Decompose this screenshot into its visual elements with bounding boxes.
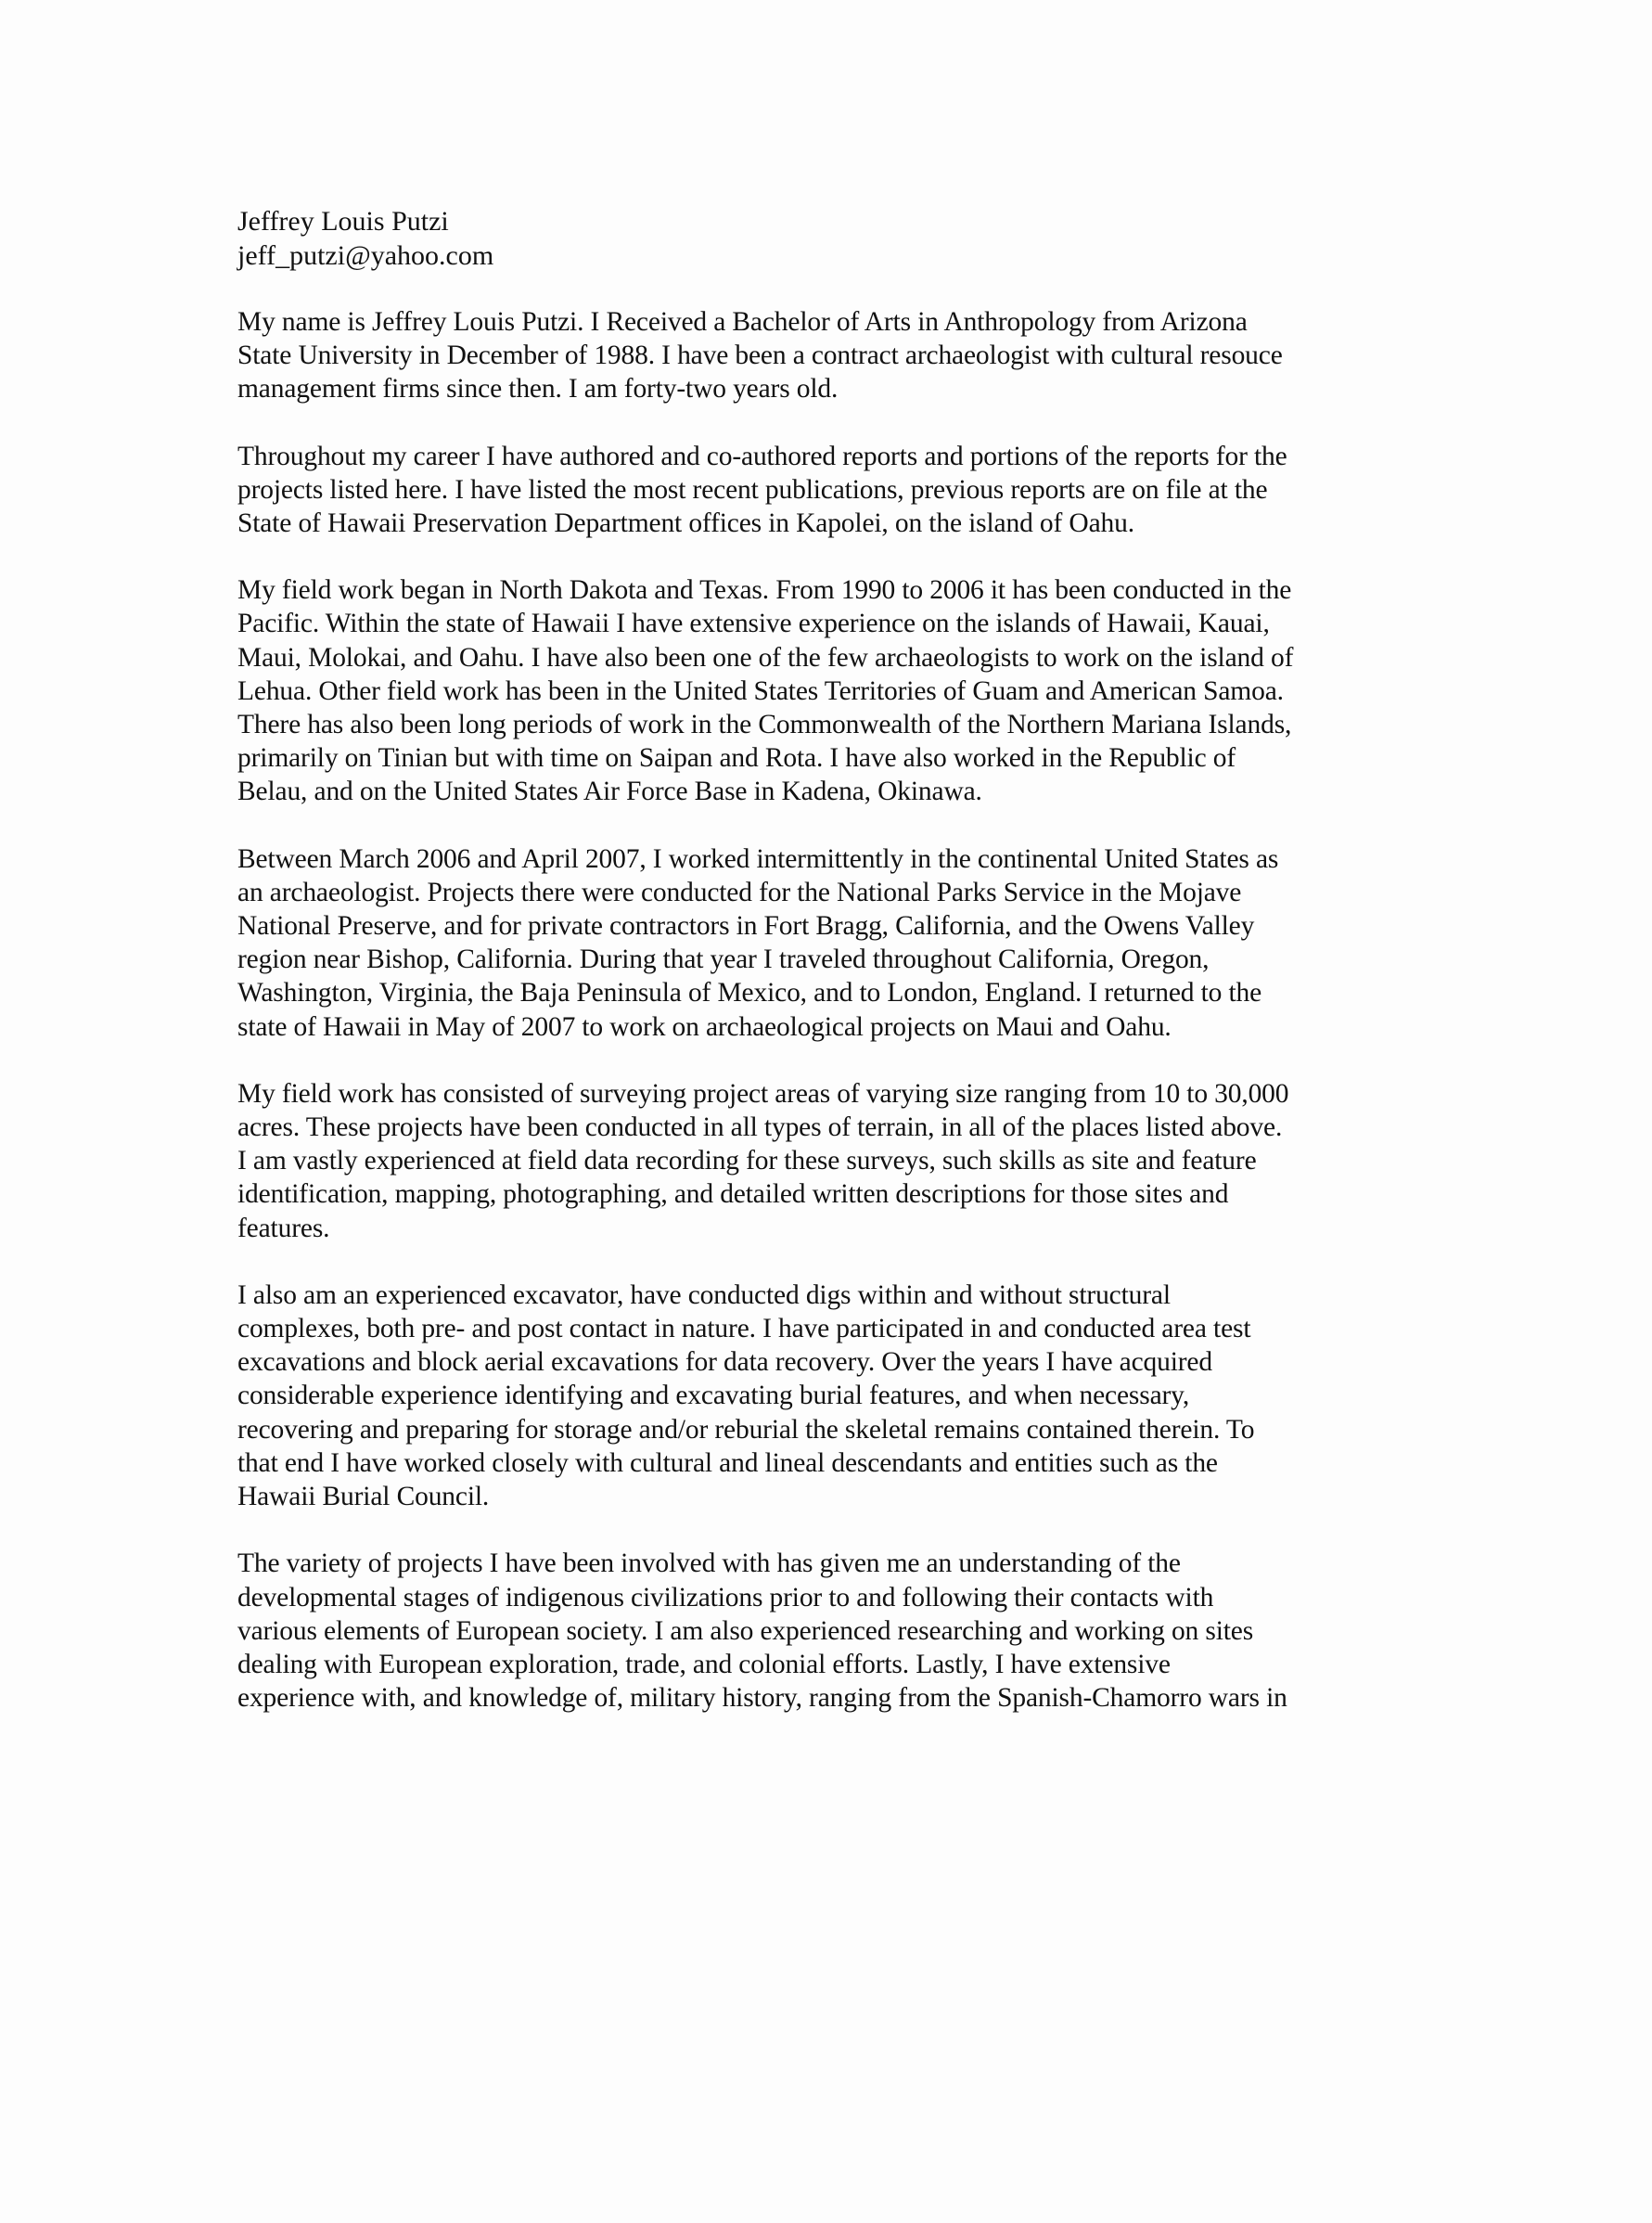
paragraph-project-variety: [237, 1547, 1471, 1715]
text-line: Maui, Molokai, and Oahu. I have also been one of the few archaeologists to work on the island of: [237, 642, 1294, 673]
text-line: region near Bishop, California. During that year I traveled throughout California, Oregon,: [237, 944, 1210, 975]
text-line: considerable experience identifying and excavating burial features, and when necessary,: [237, 1381, 1190, 1411]
text-line: Pacific. Within the state of Hawaii I have extensive experience on the islands of Hawaii, Kauai,: [237, 609, 1270, 639]
text-line: primarily on Tinian but with time on Saipan and Rota. I have also worked in the Republic of: [237, 743, 1236, 774]
text-line: The variety of projects I have been involved with has given me an understanding of the: [237, 1548, 1181, 1579]
text-line: acres. These projects have been conducted in all types of terrain, in all of the places listed above.: [237, 1112, 1283, 1143]
text-line: I am vastly experienced at field data recording for these surveys, such skills as site and feature: [237, 1146, 1257, 1176]
text-line: Between March 2006 and April 2007, I worked intermittently in the continental United States as: [237, 843, 1279, 874]
text-line: Throughout my career I have authored and co-authored reports and portions of the reports for the: [237, 441, 1287, 471]
text-line: an archaeologist. Projects there were conducted for the National Parks Service in the Mojave: [237, 877, 1242, 907]
text-line: Lehua. Other field work has been in the United States Territories of Guam and American Samoa.: [237, 675, 1284, 706]
text-line: Hawaii Burial Council.: [237, 1482, 490, 1512]
text-line: Belau, and on the United States Air Force Base in Kadena, Okinawa.: [237, 777, 982, 807]
text-line: experience with, and knowledge of, military history, ranging from the Spanish-Chamorro wars in: [237, 1683, 1287, 1714]
text-line: Washington, Virginia, the Baja Peninsula of Mexico, and to London, England. I returned to the: [237, 978, 1262, 1009]
text-line: My field work began in North Dakota and Texas. From 1990 to 2006 it has been conducted in the: [237, 575, 1292, 606]
text-line: developmental stages of indigenous civilizations prior to and following their contacts with: [237, 1582, 1214, 1613]
text-line: projects listed here. I have listed the most recent publications, previous reports are on file at the: [237, 474, 1268, 505]
text-line: features.: [237, 1213, 330, 1243]
text-line: My field work has consisted of surveying project areas of varying size ranging from 10 to 30,000: [237, 1078, 1289, 1109]
text-line: that end I have worked closely with cultural and lineal descendants and entities such as the: [237, 1447, 1218, 1478]
text-line: National Preserve, and for private contractors in Fort Bragg, California, and the Owens Valley: [237, 911, 1255, 942]
paragraph-field-locations: [237, 573, 1471, 808]
text-line: dealing with European exploration, trade, and colonial efforts. Lastly, I have extensive: [237, 1649, 1171, 1679]
text-line: State of Hawaii Preservation Department offices in Kapolei, on the island of Oahu.: [237, 508, 1134, 539]
text-line: state of Hawaii in May of 2007 to work on archaeological projects on Maui and Oahu.: [237, 1011, 1172, 1042]
author-email: jeff_putzi@yahoo.com: [237, 240, 494, 271]
text-line: I also am an experienced excavator, have conducted digs within and without structural: [237, 1279, 1171, 1310]
paragraph-continental-us: [237, 842, 1471, 1044]
paragraph-education: [237, 305, 1471, 406]
text-line: identification, mapping, photographing, and detailed written descriptions for those sites and: [237, 1179, 1229, 1210]
paragraph-excavation: [237, 1279, 1471, 1513]
text-line: management firms since then. I am forty-two years old.: [237, 374, 839, 405]
text-line: various elements of European society. I am also experienced researching and working on sites: [237, 1615, 1254, 1646]
paragraph-surveying: [237, 1077, 1471, 1245]
paragraph-reports: [237, 440, 1471, 541]
text-line: There has also been long periods of work in the Commonwealth of the Northern Mariana Islands,: [237, 710, 1292, 740]
text-line: excavations and block aerial excavations for data recovery. Over the years I have acquired: [237, 1347, 1212, 1378]
letter-body: [237, 204, 1471, 1748]
text-line: complexes, both pre- and post contact in nature. I have participated in and conducted area test: [237, 1314, 1251, 1344]
author-header: [237, 204, 1471, 273]
text-line: My name is Jeffrey Louis Putzi. I Received a Bachelor of Arts in Anthropology from Arizona: [237, 307, 1248, 337]
text-line: recovering and preparing for storage and/or reburial the skeletal remains contained therein. To: [237, 1414, 1255, 1445]
author-name: Jeffrey Louis Putzi: [237, 206, 449, 237]
text-line: State University in December of 1988. I have been a contract archaeologist with cultural resouce: [237, 341, 1283, 371]
